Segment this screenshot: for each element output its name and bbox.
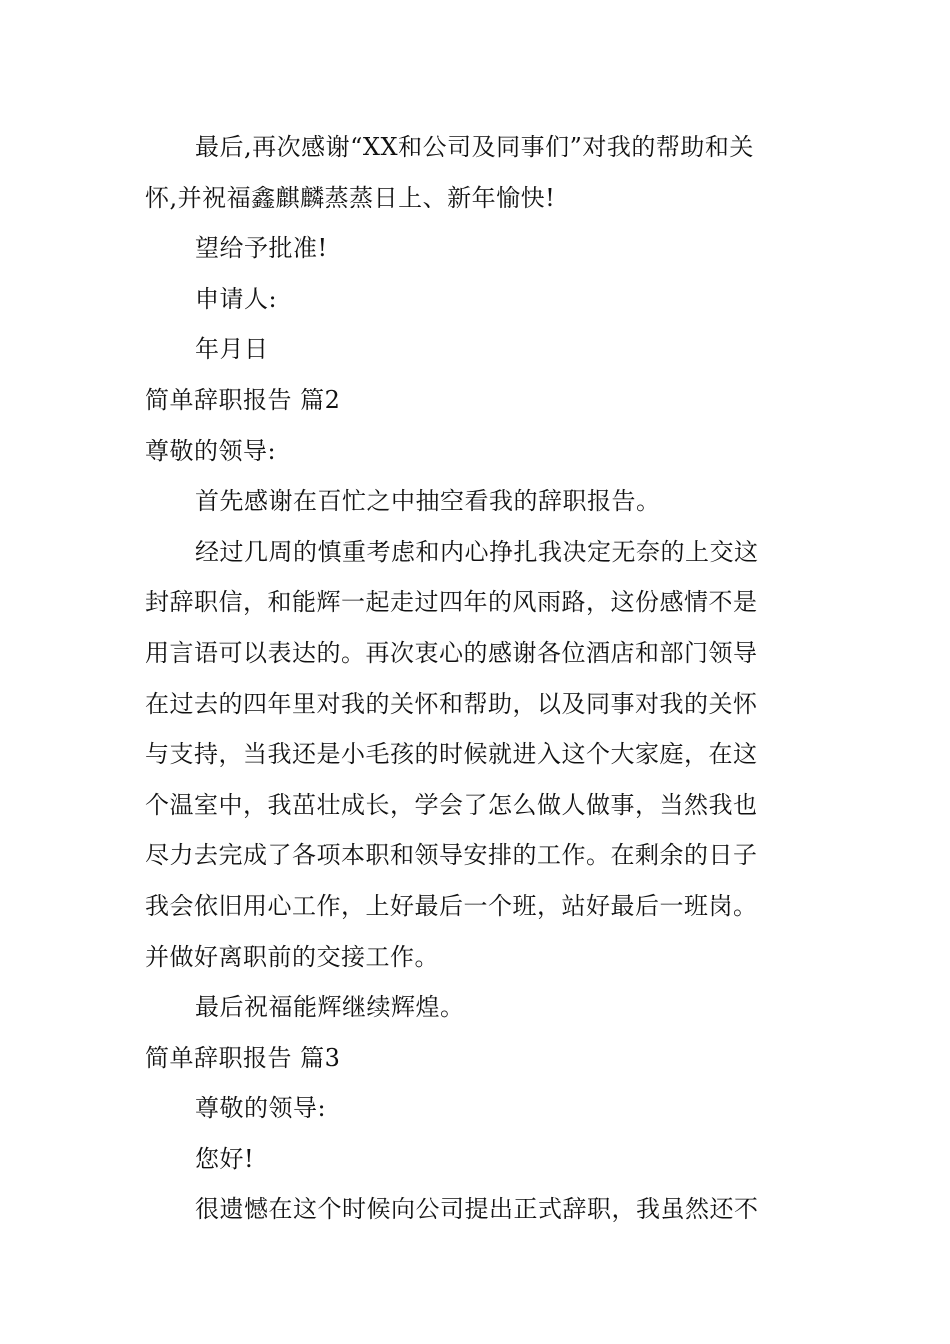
approval-request-line: 望给予批准! bbox=[195, 234, 328, 263]
paragraph-line: 首先感谢在百忙之中抽空看我的辞职报告。 bbox=[195, 487, 661, 516]
paragraph-line: 用言语可以表达的。再次衷心的感谢各位酒店和部门领导 bbox=[145, 638, 758, 667]
paragraph-line: 并做好离职前的交接工作。 bbox=[145, 942, 439, 971]
section-heading-2: 简单辞职报告 篇2 bbox=[145, 385, 341, 414]
paragraph-line: 最后,再次感谢“XX和公司及同事们”对我的帮助和关 bbox=[195, 133, 754, 161]
document-page bbox=[145, 122, 810, 1235]
date-line: 年月日 bbox=[195, 335, 269, 364]
section-heading-3: 简单辞职报告 篇3 bbox=[145, 1043, 341, 1072]
salutation: 尊敬的领导: bbox=[195, 1094, 327, 1123]
paragraph-line: 封辞职信，和能辉一起走过四年的风雨路，这份感情不是 bbox=[145, 588, 758, 617]
paragraph-line: 很遗憾在这个时候向公司提出正式辞职，我虽然还不 bbox=[195, 1195, 759, 1224]
salutation: 尊敬的领导: bbox=[145, 436, 277, 465]
paragraph-line: 与支持，当我还是小毛孩的时候就进入这个大家庭，在这 bbox=[145, 740, 758, 769]
paragraph-line: 个温室中，我茁壮成长，学会了怎么做人做事，当然我也 bbox=[145, 790, 758, 819]
paragraph-line: 尽力去完成了各项本职和领导安排的工作。在剩余的日子 bbox=[145, 841, 758, 870]
paragraph-line: 经过几周的慎重考虑和内心挣扎我决定无奈的上交这 bbox=[195, 537, 759, 566]
applicant-label: 申请人: bbox=[195, 284, 278, 313]
greeting: 您好! bbox=[195, 1144, 255, 1173]
paragraph-line: 最后祝福能辉继续辉煌。 bbox=[195, 993, 465, 1022]
paragraph-line: 怀,并祝福鑫麒麟蒸蒸日上、新年愉快! bbox=[145, 183, 556, 212]
paragraph-line: 我会依旧用心工作，上好最后一个班，站好最后一班岗。 bbox=[145, 891, 758, 920]
paragraph-line: 在过去的四年里对我的关怀和帮助，以及同事对我的关怀 bbox=[145, 689, 758, 718]
